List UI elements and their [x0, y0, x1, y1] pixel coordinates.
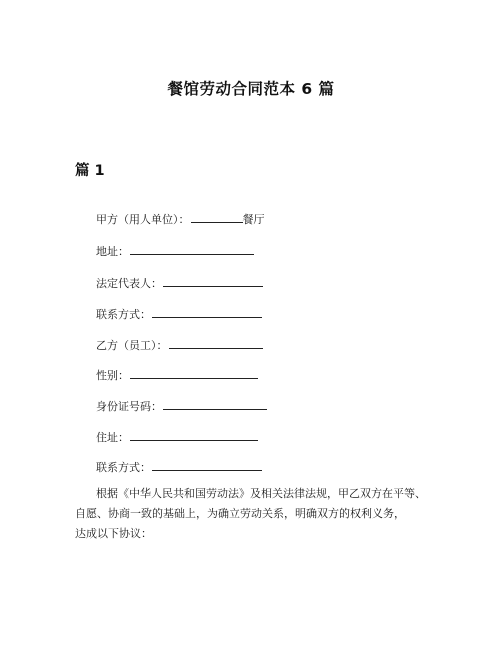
blank-line — [152, 459, 262, 471]
field-label: 地址： — [96, 245, 129, 258]
document-title: 餐馆劳动合同范本 6 篇 — [167, 80, 335, 98]
field-label: 住址： — [96, 431, 129, 444]
section-heading: 篇 1 — [75, 163, 105, 179]
field-legal-representative — [96, 275, 263, 291]
paragraph-line: 根据《中华人民共和国劳动法》及相关法律法规，甲乙双方在平等、 — [96, 487, 426, 500]
field-residence — [96, 429, 258, 445]
field-label: 乙方（员工）： — [96, 339, 168, 352]
field-label: 性别： — [96, 369, 129, 382]
blank-line — [163, 275, 263, 287]
field-suffix: 餐厅 — [242, 213, 265, 226]
field-id-number — [96, 398, 267, 414]
blank-line — [130, 367, 258, 379]
field-party-a — [96, 211, 265, 227]
field-label: 联系方式： — [96, 308, 151, 321]
field-party-b — [96, 337, 263, 353]
agreement-paragraph — [75, 484, 455, 544]
paragraph-line: 达成以下协议： — [75, 527, 152, 540]
blank-line — [163, 398, 267, 410]
field-address — [96, 243, 254, 259]
field-label: 法定代表人： — [96, 277, 162, 290]
blank-line — [130, 429, 258, 441]
field-label: 甲方（用人单位）： — [96, 213, 190, 226]
field-label: 联系方式： — [96, 461, 151, 474]
field-party-b-contact — [96, 459, 262, 475]
field-gender — [96, 367, 258, 383]
blank-line — [130, 243, 254, 255]
blank-line — [169, 337, 263, 349]
field-party-a-contact — [96, 306, 262, 322]
blank-line — [191, 211, 243, 223]
field-label: 身份证号码： — [96, 400, 162, 413]
blank-line — [152, 306, 262, 318]
paragraph-line: 自愿、协商一致的基础上，为确立劳动关系，明确双方的权利义务， — [75, 507, 405, 520]
